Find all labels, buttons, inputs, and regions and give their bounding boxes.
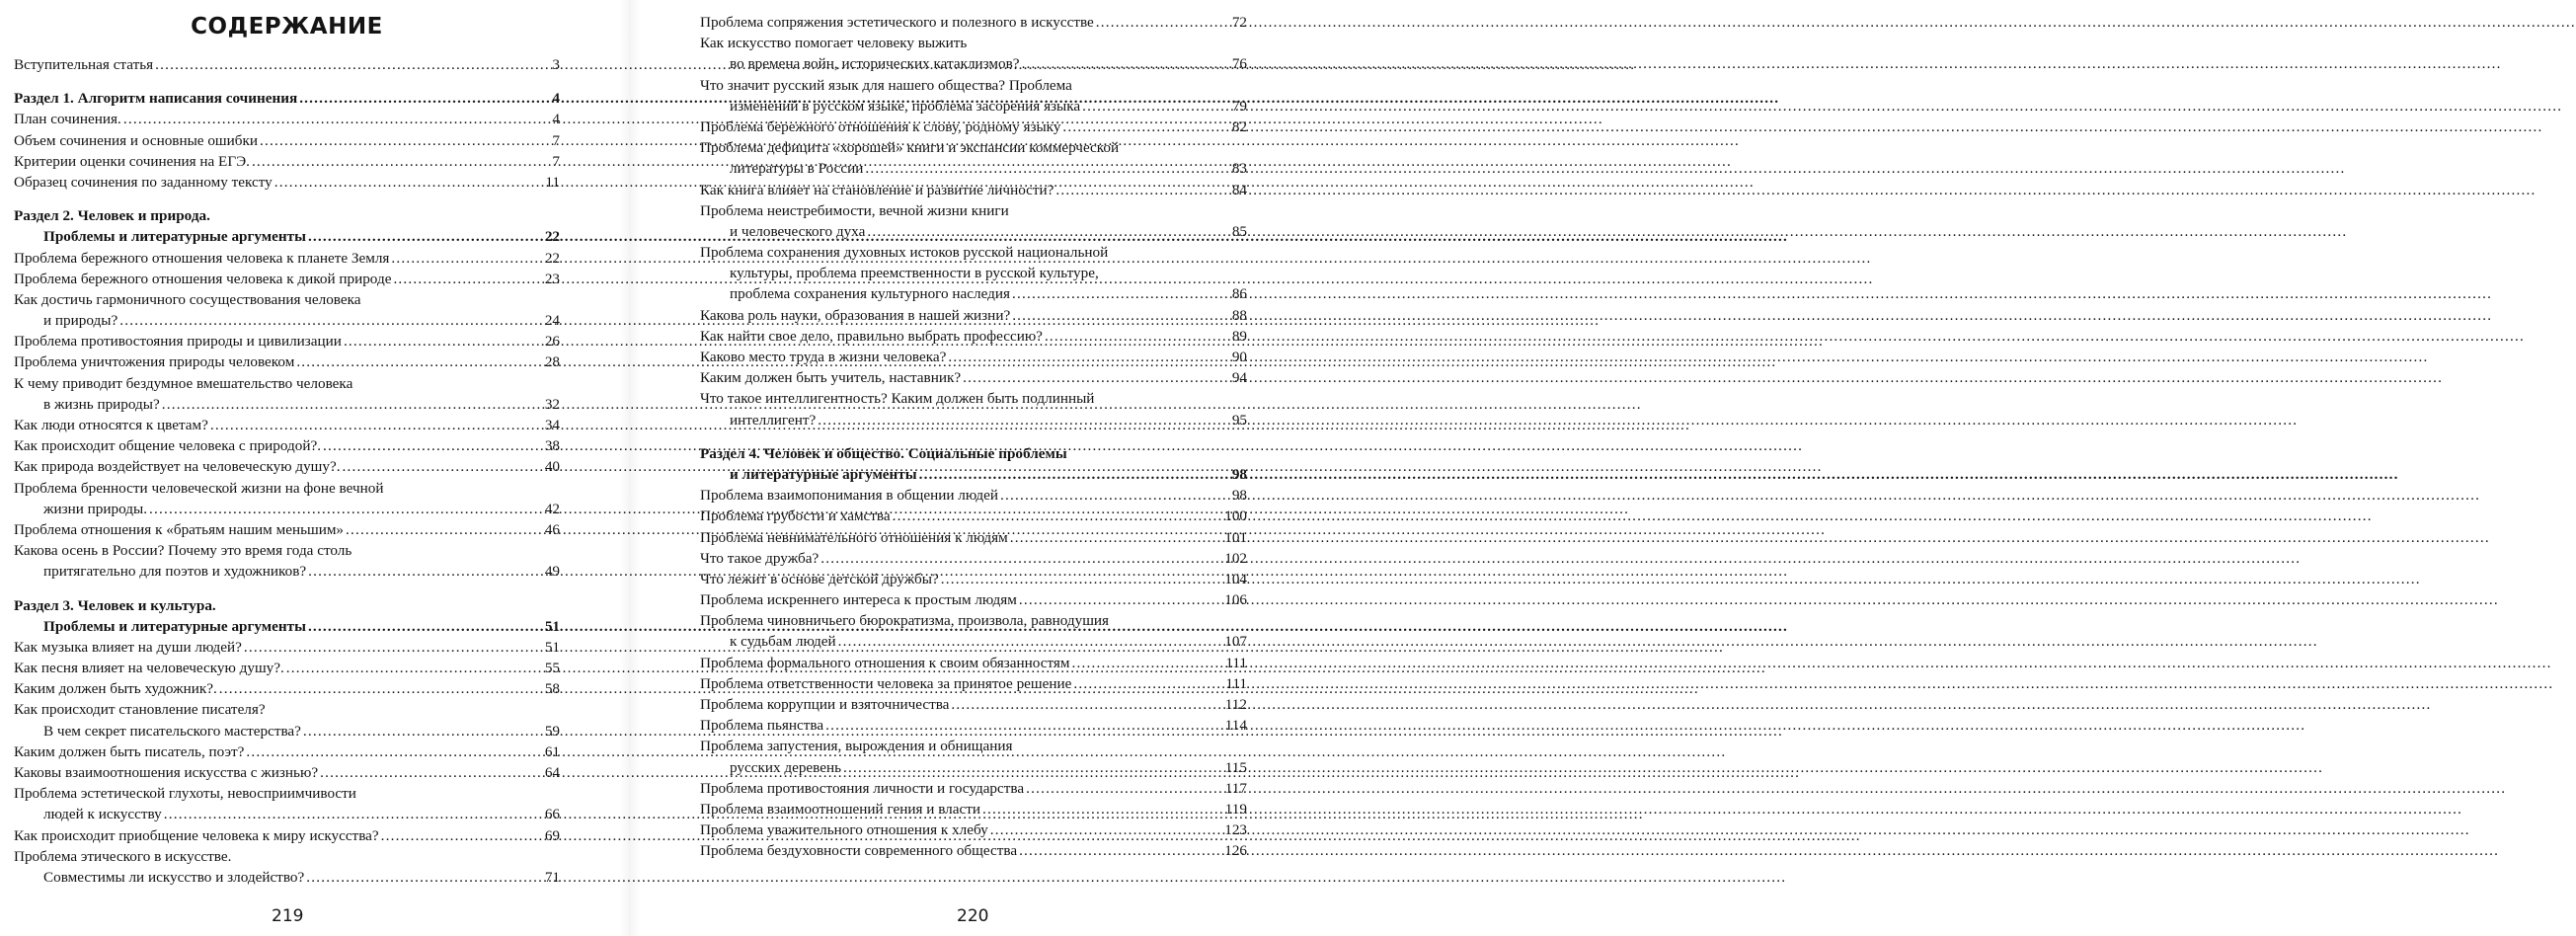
toc-section-heading bbox=[14, 595, 560, 616]
dot-leader bbox=[296, 351, 543, 372]
toc-entry-page: 94 bbox=[1231, 369, 1247, 387]
toc-entry-page: 11 bbox=[545, 173, 560, 191]
toc-entry bbox=[700, 33, 1247, 53]
page-title: СОДЕРЖАНИЕ bbox=[191, 14, 383, 39]
dot-leader bbox=[982, 799, 1223, 819]
toc-entry-title: Как люди относятся к цветам? bbox=[14, 417, 208, 433]
toc-entry-title: интеллигент? bbox=[730, 411, 817, 429]
section-gap bbox=[14, 75, 560, 88]
dot-leader bbox=[381, 825, 543, 846]
toc-entry-page: 7 bbox=[552, 131, 560, 149]
toc-entry-title: Как происходит приобщение человека к миру искусства? bbox=[14, 826, 379, 844]
toc-entry-title: Проблема формального отношения к своим обязанностям bbox=[700, 654, 1070, 671]
toc-entry-page: 84 bbox=[1231, 181, 1247, 198]
dot-leader bbox=[260, 130, 550, 151]
dot-leader bbox=[123, 109, 551, 129]
toc-entry-title: к судьбам людей bbox=[730, 633, 836, 651]
dot-leader bbox=[1072, 653, 1224, 673]
toc-entry-page: 86 bbox=[1231, 285, 1247, 303]
dot-leader bbox=[391, 248, 542, 269]
toc-entry bbox=[700, 180, 1247, 200]
toc-entry bbox=[14, 678, 560, 699]
toc-entry bbox=[700, 778, 1247, 799]
dot-leader bbox=[299, 88, 550, 109]
toc-entry-title: проблема сохранения культурного наследия bbox=[730, 285, 1010, 303]
toc-entry-page: 100 bbox=[1224, 507, 1247, 525]
toc-entry bbox=[14, 637, 560, 658]
toc-entry-page: 4 bbox=[552, 90, 560, 108]
toc-entry-title: Проблема сопряжения эстетического и полезного в искусстве bbox=[700, 14, 1094, 31]
toc-entry-page: 104 bbox=[1224, 570, 1247, 587]
dot-leader bbox=[274, 172, 544, 193]
dot-leader bbox=[1012, 283, 1230, 304]
toc-entry-page: 72 bbox=[1231, 14, 1247, 31]
dot-leader bbox=[1062, 117, 1229, 137]
toc-entry-page: 61 bbox=[544, 742, 560, 760]
toc-entry-title: Как происходит общение человека с природой?. bbox=[14, 437, 322, 455]
toc-entry-page: 76 bbox=[1231, 55, 1247, 73]
toc-entry-page: 88 bbox=[1231, 306, 1247, 324]
toc-entry bbox=[14, 310, 560, 331]
toc-entry-page: 23 bbox=[544, 270, 560, 287]
toc-entry-title: Раздел 1. Алгоритм написания сочинения bbox=[14, 90, 298, 108]
section-gap bbox=[14, 583, 560, 595]
toc-list-left bbox=[14, 54, 560, 888]
toc-entry bbox=[700, 221, 1247, 242]
toc-entry-title: Какова осень в России? Почему это время года столь bbox=[14, 542, 352, 560]
toc-entry-page: 51 bbox=[544, 638, 560, 656]
toc-entry-page: 102 bbox=[1224, 549, 1247, 567]
toc-entry-title: Проблема чиновничьего бюрократизма, произвола, равнодушия bbox=[700, 612, 1110, 630]
toc-entry-title: Проблема запустения, вырождения и обнищания bbox=[700, 738, 1013, 755]
toc-entry-page: 95 bbox=[1231, 411, 1247, 429]
dot-leader bbox=[893, 506, 1223, 526]
dot-leader bbox=[219, 678, 543, 699]
left-page bbox=[14, 0, 560, 936]
toc-entry-title: Раздел 3. Человек и культура. bbox=[14, 596, 216, 614]
toc-entry bbox=[700, 305, 1247, 326]
dot-leader bbox=[1022, 53, 1230, 74]
toc-entry-title: литературы в России bbox=[730, 160, 864, 178]
toc-entry-page: 98 bbox=[1231, 487, 1247, 505]
dot-leader bbox=[825, 715, 1223, 736]
toc-entry bbox=[14, 172, 560, 193]
toc-entry-title: Как найти свое дело, правильно выбрать профессию? bbox=[700, 327, 1043, 345]
page-number-right: 220 bbox=[957, 906, 989, 926]
toc-entry-title: Проблема сохранения духовных истоков русской национальной bbox=[700, 244, 1109, 262]
dot-leader bbox=[164, 804, 543, 824]
toc-entry-page: 49 bbox=[544, 563, 560, 581]
toc-entry-title: Как искусство помогает человеку выжить bbox=[700, 35, 968, 52]
toc-entry-page: 90 bbox=[1231, 349, 1247, 365]
toc-entry bbox=[14, 658, 560, 678]
dot-leader bbox=[155, 54, 550, 75]
dot-leader bbox=[843, 757, 1223, 778]
dot-leader bbox=[149, 499, 543, 519]
toc-entry-title: людей к искусству bbox=[43, 806, 162, 823]
toc-entry bbox=[14, 331, 560, 351]
right-page bbox=[700, 0, 1247, 936]
dot-leader bbox=[343, 456, 543, 477]
toc-entry-page: 106 bbox=[1224, 591, 1247, 609]
toc-entry-page: 126 bbox=[1224, 842, 1247, 860]
dot-leader bbox=[246, 741, 542, 762]
toc-entry bbox=[14, 54, 560, 75]
toc-entry-page: 111 bbox=[1225, 674, 1247, 692]
toc-entry-title: Каким должен быть писатель, поэт? bbox=[14, 742, 245, 760]
toc-entry-page: 55 bbox=[544, 660, 560, 677]
toc-entry bbox=[700, 569, 1247, 589]
toc-entry bbox=[700, 410, 1247, 430]
dot-leader bbox=[919, 464, 1230, 485]
dot-leader bbox=[344, 331, 543, 351]
toc-entry-page: 46 bbox=[544, 520, 560, 538]
toc-entry-title: Каким должен быть художник?. bbox=[14, 680, 217, 698]
toc-entry-title: Проблема отношения к «братьям нашим меньшим» bbox=[14, 520, 345, 538]
toc-entry bbox=[14, 151, 560, 172]
section-gap bbox=[700, 430, 1247, 443]
toc-entry-title: культуры, проблема преемственности в русской культуре, bbox=[730, 265, 1099, 282]
dot-leader bbox=[1073, 673, 1223, 694]
toc-entry-page: 83 bbox=[1231, 160, 1247, 178]
toc-entry-page: 119 bbox=[1224, 800, 1247, 818]
toc-entry-title: притягательно для поэтов и художников? bbox=[43, 563, 307, 581]
dot-leader bbox=[252, 151, 550, 172]
toc-entry bbox=[700, 53, 1247, 74]
toc-entry-title: Проблема бережного отношения человека к дикой природе bbox=[14, 270, 392, 287]
toc-entry-title: и природы? bbox=[43, 312, 118, 330]
toc-entry bbox=[700, 388, 1247, 409]
toc-entry-page: 22 bbox=[544, 249, 560, 267]
dot-leader bbox=[1000, 485, 1230, 506]
dot-leader bbox=[306, 867, 543, 888]
section-gap bbox=[14, 193, 560, 205]
toc-entry-title: Как природа воздействует на человеческую душу?. bbox=[14, 458, 341, 476]
toc-entry-title: Раздел 4. Человек и общество. Социальные проблемы bbox=[700, 444, 1067, 462]
toc-entry-page: 107 bbox=[1224, 633, 1247, 651]
toc-section-heading bbox=[14, 616, 560, 637]
toc-entry-page: 66 bbox=[544, 806, 560, 823]
toc-entry-title: Проблема невнимательного отношения к людям bbox=[700, 528, 1008, 546]
dot-leader bbox=[1096, 12, 1230, 33]
toc-entry bbox=[700, 548, 1247, 569]
toc-entry bbox=[700, 263, 1247, 283]
toc-entry-title: Каково место труда в жизни человека? bbox=[700, 349, 947, 365]
toc-entry-page: 51 bbox=[544, 617, 560, 635]
dot-leader bbox=[303, 721, 543, 741]
toc-entry-title: Проблема грубости и хамства bbox=[700, 507, 891, 525]
toc-entry bbox=[700, 158, 1247, 179]
toc-entry-page: 115 bbox=[1224, 758, 1247, 776]
toc-entry bbox=[700, 12, 1247, 33]
toc-entry bbox=[700, 137, 1247, 158]
toc-entry bbox=[14, 721, 560, 741]
toc-entry-title: Проблема уничтожения природы человеком bbox=[14, 353, 295, 371]
dot-leader bbox=[1055, 180, 1229, 200]
toc-entry-title: Проблема противостояния личности и государства bbox=[700, 779, 1025, 797]
toc-entry-title: русских деревень bbox=[730, 758, 842, 776]
toc-entry-page: 85 bbox=[1231, 222, 1247, 240]
toc-entry bbox=[700, 347, 1247, 367]
dot-leader bbox=[1082, 96, 1230, 117]
toc-entry-title: Проблема бережного отношения к слову, родному языку bbox=[700, 117, 1061, 135]
dot-leader bbox=[838, 631, 1223, 652]
toc-entry-title: Что значит русский язык для нашего общества? Проблема bbox=[700, 76, 1072, 94]
toc-entry-page: 71 bbox=[544, 868, 560, 886]
toc-entry bbox=[700, 367, 1247, 388]
toc-entry-title: Проблема искреннего интереса к простым людям bbox=[700, 591, 1017, 609]
dot-leader bbox=[162, 394, 543, 415]
toc-entry-title: Проблема неистребимости, вечной жизни книги bbox=[700, 201, 1009, 219]
dot-leader bbox=[951, 694, 1222, 715]
toc-entry bbox=[700, 631, 1247, 652]
toc-section-heading bbox=[14, 88, 560, 109]
toc-entry bbox=[700, 840, 1247, 861]
toc-entry-title: жизни природы. bbox=[43, 500, 147, 517]
toc-entry-title: Проблема бездуховности современного общества bbox=[700, 842, 1018, 860]
dot-leader bbox=[820, 548, 1222, 569]
toc-entry bbox=[14, 289, 560, 310]
toc-entry-page: 3 bbox=[552, 56, 560, 73]
toc-entry-title: Объем сочинения и основные ошибки bbox=[14, 131, 258, 149]
toc-entry bbox=[14, 109, 560, 129]
toc-entry-title: Проблема эстетической глухоты, невосприимчивости bbox=[14, 785, 356, 803]
toc-entry-title: Проблемы и литературные аргументы bbox=[43, 617, 306, 635]
toc-entry-title: Вступительная статья bbox=[14, 56, 154, 73]
dot-leader bbox=[1019, 840, 1222, 861]
toc-entry-page: 58 bbox=[544, 680, 560, 698]
dot-leader bbox=[320, 762, 543, 783]
dot-leader bbox=[941, 569, 1222, 589]
toc-entry-page: 59 bbox=[544, 722, 560, 740]
toc-entry-title: Проблема взаимопонимания в общении людей bbox=[700, 487, 999, 505]
toc-entry-title: Что лежит в основе детской дружбы? bbox=[700, 570, 939, 587]
toc-entry-page: 34 bbox=[544, 417, 560, 433]
toc-entry-page: 24 bbox=[544, 312, 560, 330]
toc-entry bbox=[700, 715, 1247, 736]
toc-entry bbox=[700, 96, 1247, 117]
toc-entry bbox=[14, 269, 560, 289]
toc-entry-title: Как книга влияет на становление и развитие личности? bbox=[700, 181, 1054, 198]
toc-entry-page: 69 bbox=[544, 826, 560, 844]
toc-entry-title: Проблема уважительного отношения к хлебу bbox=[700, 821, 988, 839]
page-number-left: 219 bbox=[272, 906, 304, 926]
toc-entry-page: 7 bbox=[552, 152, 560, 170]
dot-leader bbox=[286, 658, 543, 678]
toc-entry bbox=[700, 653, 1247, 673]
dot-leader bbox=[308, 226, 543, 247]
toc-entry-page: 111 bbox=[1225, 654, 1247, 671]
toc-entry bbox=[14, 394, 560, 415]
toc-entry-title: Проблема взаимоотношений гения и власти bbox=[700, 800, 981, 818]
toc-entry bbox=[14, 130, 560, 151]
toc-entry bbox=[14, 478, 560, 499]
toc-entry-page: 101 bbox=[1224, 528, 1247, 546]
toc-entry bbox=[14, 783, 560, 804]
dot-leader bbox=[244, 637, 543, 658]
toc-entry bbox=[700, 283, 1247, 304]
toc-entry bbox=[700, 117, 1247, 137]
toc-entry bbox=[14, 415, 560, 435]
toc-entry-page: 123 bbox=[1224, 821, 1247, 839]
toc-entry bbox=[14, 373, 560, 394]
toc-entry-title: Проблема бережного отношения человека к планете Земля bbox=[14, 249, 390, 267]
toc-entry-page: 112 bbox=[1224, 696, 1247, 713]
dot-leader bbox=[308, 561, 543, 582]
toc-section-heading bbox=[14, 226, 560, 247]
toc-entry-title: Проблема противостояния природы и цивилизации bbox=[14, 333, 342, 351]
toc-entry-page: 32 bbox=[544, 395, 560, 413]
toc-entry-title: Проблемы и литературные аргументы bbox=[43, 228, 306, 246]
toc-entry bbox=[700, 694, 1247, 715]
dot-leader bbox=[1012, 305, 1230, 326]
toc-entry bbox=[14, 741, 560, 762]
toc-entry bbox=[14, 867, 560, 888]
toc-entry-title: К чему приводит бездумное вмешательство человека bbox=[14, 374, 353, 392]
toc-section-heading bbox=[700, 443, 1247, 464]
toc-entry-title: Что такое интеллигентность? Каким должен быть подлинный bbox=[700, 390, 1095, 408]
toc-entry-page: 26 bbox=[544, 333, 560, 351]
dot-leader bbox=[393, 269, 542, 289]
toc-entry bbox=[14, 435, 560, 456]
toc-entry bbox=[700, 506, 1247, 526]
toc-entry bbox=[14, 846, 560, 867]
toc-entry bbox=[700, 75, 1247, 96]
toc-entry-title: Какова роль науки, образования в нашей жизни? bbox=[700, 306, 1011, 324]
toc-entry-title: Как происходит становление писателя? bbox=[14, 701, 266, 719]
toc-entry-page: 42 bbox=[544, 500, 560, 517]
toc-entry-title: Как достичь гармоничного сосуществования человека bbox=[14, 290, 361, 308]
toc-entry bbox=[14, 351, 560, 372]
toc-entry-title: Проблема бренности человеческой жизни на фоне вечной bbox=[14, 479, 384, 497]
toc-entry-title: Проблема пьянства bbox=[700, 717, 824, 735]
dot-leader bbox=[323, 435, 543, 456]
toc-entry bbox=[700, 799, 1247, 819]
dot-leader bbox=[1019, 589, 1222, 610]
toc-entry bbox=[700, 527, 1247, 548]
toc-entry bbox=[14, 456, 560, 477]
dot-leader bbox=[948, 347, 1229, 367]
dot-leader bbox=[867, 221, 1229, 242]
toc-entry-page: 82 bbox=[1231, 117, 1247, 135]
toc-entry bbox=[700, 589, 1247, 610]
toc-entry-page: 64 bbox=[544, 764, 560, 781]
toc-entry-title: Проблема коррупции и взяточничества bbox=[700, 696, 950, 713]
toc-entry bbox=[14, 804, 560, 824]
toc-entry-page: 40 bbox=[544, 458, 560, 476]
toc-entry bbox=[14, 519, 560, 540]
toc-entry-title: Проблема дефицита «хорошей» книги и экспансии коммерческой bbox=[700, 139, 1120, 157]
toc-entry bbox=[700, 610, 1247, 631]
toc-entry-title: В чем секрет писательского мастерства? bbox=[43, 722, 301, 740]
toc-entry bbox=[14, 499, 560, 519]
toc-entry bbox=[14, 762, 560, 783]
toc-entry-title: Как песня влияет на человеческую душу?. bbox=[14, 660, 284, 677]
toc-entry-title: Раздел 2. Человек и природа. bbox=[14, 207, 210, 225]
toc-entry bbox=[14, 248, 560, 269]
toc-entry-page: 28 bbox=[544, 353, 560, 371]
toc-entry-page: 117 bbox=[1224, 779, 1247, 797]
toc-entry-title: Образец сочинения по заданному тексту bbox=[14, 173, 273, 191]
toc-entry-title: и человеческого духа bbox=[730, 222, 866, 240]
dot-leader bbox=[1010, 527, 1222, 548]
toc-entry bbox=[700, 819, 1247, 840]
toc-entry bbox=[700, 736, 1247, 756]
toc-entry-title: изменений в русском языке, проблема засорения языка bbox=[730, 97, 1081, 115]
dot-leader bbox=[963, 367, 1230, 388]
toc-entry bbox=[700, 242, 1247, 263]
toc-entry bbox=[14, 699, 560, 720]
toc-entry bbox=[700, 200, 1247, 221]
toc-entry-title: Как музыка влияет на души людей? bbox=[14, 638, 242, 656]
toc-entry-page: 89 bbox=[1231, 327, 1247, 345]
toc-entry-page: 98 bbox=[1231, 465, 1247, 483]
dot-leader bbox=[818, 410, 1230, 430]
toc-entry bbox=[700, 673, 1247, 694]
toc-entry bbox=[700, 485, 1247, 506]
toc-entry-page: 4 bbox=[552, 111, 560, 128]
toc-entry bbox=[14, 561, 560, 582]
toc-entry-title: в жизнь природы? bbox=[43, 395, 160, 413]
toc-entry-title: и литературные аргументы bbox=[730, 465, 917, 483]
toc-entry-title: Каким должен быть учитель, наставник? bbox=[700, 369, 962, 387]
toc-list-right bbox=[700, 12, 1247, 862]
toc-entry bbox=[700, 757, 1247, 778]
toc-section-heading bbox=[14, 205, 560, 226]
dot-leader bbox=[210, 415, 543, 435]
dot-leader bbox=[346, 519, 543, 540]
toc-section-heading bbox=[700, 464, 1247, 485]
dot-leader bbox=[990, 819, 1223, 840]
toc-entry-title: План сочинения. bbox=[14, 111, 121, 128]
toc-entry-page: 22 bbox=[544, 228, 560, 246]
dot-leader bbox=[1045, 326, 1230, 347]
dot-leader bbox=[119, 310, 543, 331]
dot-leader bbox=[865, 158, 1229, 179]
toc-entry-title: Что такое дружба? bbox=[700, 549, 820, 567]
toc-entry-page: 114 bbox=[1224, 717, 1247, 735]
toc-entry-page: 79 bbox=[1231, 97, 1247, 115]
toc-entry bbox=[14, 825, 560, 846]
toc-entry-page: 38 bbox=[544, 437, 560, 455]
toc-entry-title: Критерии оценки сочинения на ЕГЭ. bbox=[14, 152, 250, 170]
toc-entry-title: во времена войн, исторических катаклизмов? bbox=[730, 55, 1020, 73]
toc-entry-title: Проблема ответственности человека за принятое решение bbox=[700, 674, 1072, 692]
toc-entry-title: Проблема этического в искусстве. bbox=[14, 847, 232, 865]
toc-entry-title: Каковы взаимоотношения искусства с жизнью? bbox=[14, 764, 319, 781]
toc-entry bbox=[700, 326, 1247, 347]
toc-entry bbox=[14, 540, 560, 561]
dot-leader bbox=[308, 616, 543, 637]
dot-leader bbox=[1026, 778, 1223, 799]
toc-entry-title: Совместимы ли искусство и злодейство? bbox=[43, 868, 305, 886]
